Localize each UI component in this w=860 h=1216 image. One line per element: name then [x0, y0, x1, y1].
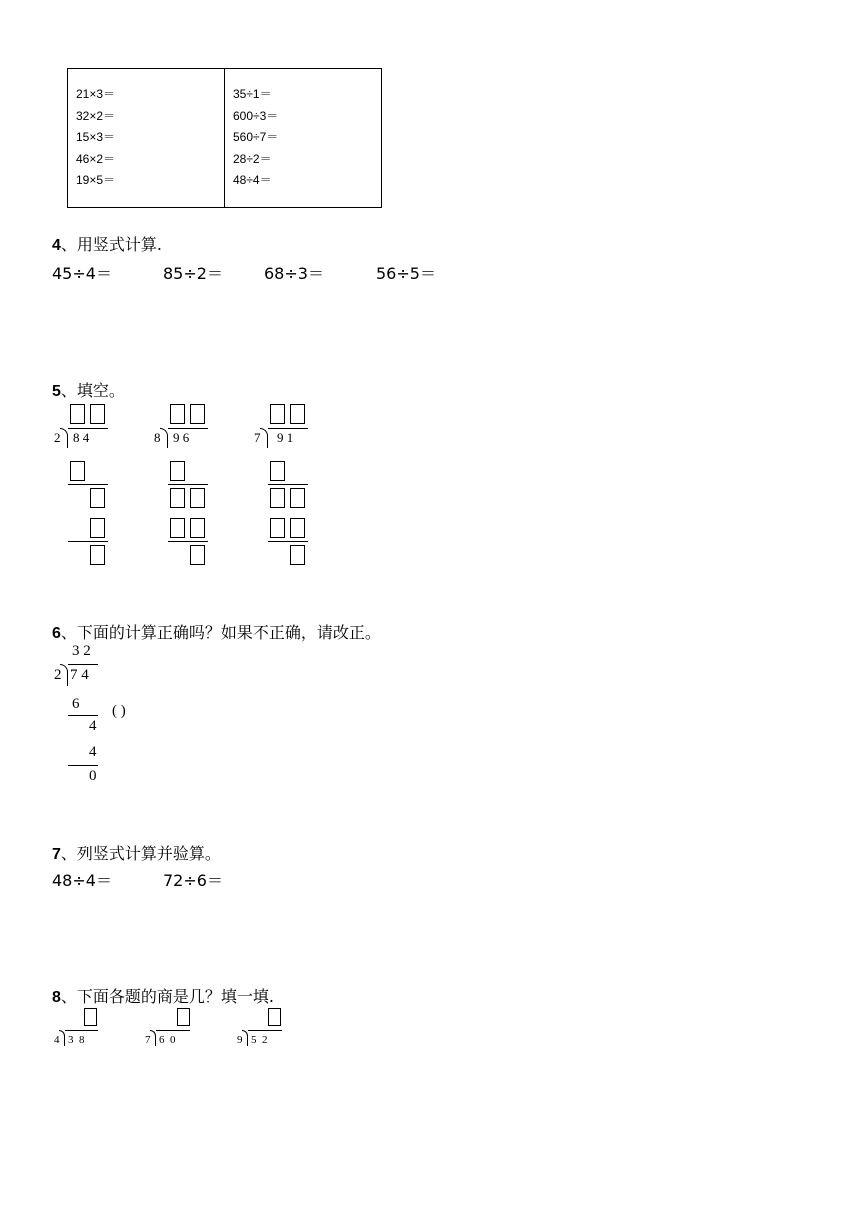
- division-bracket: [160, 428, 168, 448]
- dividend: 3 8: [68, 1034, 85, 1046]
- step: 4: [89, 744, 97, 760]
- oral-calc-table: [67, 68, 382, 208]
- division-bracket: [60, 428, 68, 448]
- subtraction-line: [68, 715, 98, 716]
- q7-heading: [52, 841, 221, 864]
- answer-box[interactable]: [290, 404, 305, 424]
- oral-calc-right-column: [225, 69, 382, 208]
- step: 4: [89, 718, 97, 734]
- equation: 48÷4＝: [233, 173, 272, 188]
- division-bracket: [242, 1030, 248, 1046]
- problem: 56÷5＝: [376, 264, 436, 283]
- equation: 560÷7＝: [233, 130, 279, 145]
- division-bar: [68, 428, 108, 429]
- q6-title: 、下面的计算正确吗？如果不正确，请改正。: [60, 623, 381, 642]
- equation: 35÷1＝: [233, 87, 272, 102]
- problem: 48÷4＝: [52, 871, 112, 890]
- equation: 15×3＝: [76, 130, 116, 145]
- answer-box[interactable]: [90, 404, 105, 424]
- q4-problems: [52, 261, 436, 284]
- problem: 85÷2＝: [163, 264, 223, 283]
- problem: 68÷3＝: [264, 264, 324, 283]
- division-bar: [156, 1030, 190, 1031]
- q7-number: 7: [52, 846, 61, 863]
- answer-box[interactable]: [170, 488, 185, 508]
- answer-box[interactable]: [268, 1008, 281, 1026]
- q7-title: 、列竖式计算并验算。: [60, 844, 221, 863]
- quotient: 3 2: [72, 643, 91, 659]
- subtraction-line: [168, 541, 208, 542]
- q4-number: 4: [52, 237, 61, 254]
- dividend: 5 2: [251, 1034, 268, 1046]
- answer-box[interactable]: [270, 488, 285, 508]
- subtraction-line: [68, 484, 108, 485]
- answer-box[interactable]: [290, 488, 305, 508]
- division-bar: [65, 1030, 98, 1031]
- answer-box[interactable]: [290, 518, 305, 538]
- dividend: 8 4: [73, 430, 90, 445]
- q5-heading: [52, 378, 125, 401]
- divisor: 7: [145, 1034, 151, 1046]
- q8-title: 、下面各题的商是几？填一填.: [60, 987, 274, 1006]
- subtraction-line: [168, 484, 208, 485]
- dividend: 9 1: [277, 430, 294, 445]
- answer-box[interactable]: [270, 461, 285, 481]
- division-bracket: [59, 1030, 65, 1046]
- division-bar: [248, 1030, 282, 1031]
- dividend: 6 0: [159, 1034, 176, 1046]
- answer-box[interactable]: [190, 488, 205, 508]
- problem: 72÷6＝: [163, 871, 223, 890]
- answer-box[interactable]: [270, 518, 285, 538]
- answer-box[interactable]: [270, 404, 285, 424]
- equation: 32×2＝: [76, 108, 116, 123]
- equation: 600÷3＝: [233, 108, 279, 123]
- step: 6: [72, 696, 80, 712]
- dividend: 7 4: [70, 667, 89, 683]
- answer-box[interactable]: [90, 488, 105, 508]
- answer-box[interactable]: [90, 518, 105, 538]
- q6-heading: [52, 620, 381, 643]
- answer-box[interactable]: [170, 404, 185, 424]
- answer-box[interactable]: [190, 518, 205, 538]
- equation: 46×2＝: [76, 151, 116, 166]
- subtraction-line: [268, 541, 308, 542]
- divisor: 2: [54, 430, 61, 445]
- answer-box[interactable]: [170, 461, 185, 481]
- answer-box[interactable]: [170, 518, 185, 538]
- equation: 28÷2＝: [233, 151, 272, 166]
- divisor: 7: [254, 430, 261, 445]
- equation: 21×3＝: [76, 87, 116, 102]
- division-bracket: [60, 664, 68, 686]
- dividend: 9 6: [173, 430, 190, 445]
- subtraction-line: [268, 484, 308, 485]
- answer-box[interactable]: [190, 545, 205, 565]
- divisor: 9: [237, 1034, 243, 1046]
- division-bracket: [150, 1030, 156, 1046]
- q5-title: 、填空。: [60, 381, 125, 400]
- q8-number: 8: [52, 989, 61, 1006]
- q6-number: 6: [52, 625, 61, 642]
- problem: 45÷4＝: [52, 264, 112, 283]
- divisor: 8: [154, 430, 161, 445]
- answer-blank[interactable]: ( ): [112, 703, 126, 719]
- answer-box[interactable]: [70, 404, 85, 424]
- subtraction-line: [68, 541, 108, 542]
- q8-heading: [52, 984, 274, 1007]
- divisor: 4: [54, 1034, 60, 1046]
- answer-box[interactable]: [190, 404, 205, 424]
- oral-calc-left-column: [68, 69, 225, 208]
- division-bar: [168, 428, 208, 429]
- answer-box[interactable]: [70, 461, 85, 481]
- answer-box[interactable]: [290, 545, 305, 565]
- step: 0: [89, 768, 97, 784]
- q7-problems: [52, 868, 223, 891]
- subtraction-line: [68, 765, 98, 766]
- q4-title: 、用竖式计算.: [60, 235, 162, 254]
- division-bar: [268, 428, 308, 429]
- q5-number: 5: [52, 383, 61, 400]
- divisor: 2: [54, 667, 62, 683]
- answer-box[interactable]: [84, 1008, 97, 1026]
- equation: 19×5＝: [76, 173, 116, 188]
- answer-box[interactable]: [90, 545, 105, 565]
- division-bracket: [260, 428, 268, 448]
- answer-box[interactable]: [177, 1008, 190, 1026]
- q4-heading: [52, 232, 162, 255]
- division-bar: [68, 664, 98, 665]
